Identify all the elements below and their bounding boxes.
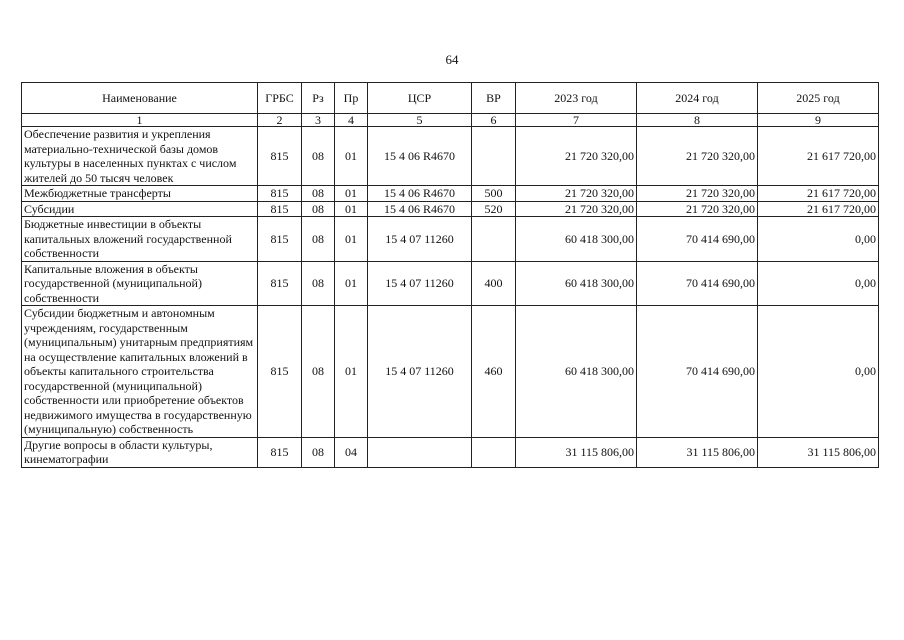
row-vr <box>472 217 516 262</box>
row-vr: 400 <box>472 261 516 306</box>
row-grbs: 815 <box>258 306 302 438</box>
row-vr: 520 <box>472 201 516 217</box>
header-2023: 2023 год <box>516 83 637 114</box>
row-amount-2025: 0,00 <box>758 306 879 438</box>
row-amount-2025: 21 617 720,00 <box>758 127 879 186</box>
row-amount-2024: 21 720 320,00 <box>637 201 758 217</box>
row-amount-2024: 21 720 320,00 <box>637 186 758 202</box>
row-csr <box>368 437 472 467</box>
row-rz: 08 <box>302 127 335 186</box>
row-pr: 01 <box>335 261 368 306</box>
row-amount-2023: 21 720 320,00 <box>516 201 637 217</box>
row-name: Другие вопросы в области культуры, кинематографии <box>22 437 258 467</box>
row-name: Капитальные вложения в объекты государственной (муниципальной) собственности <box>22 261 258 306</box>
row-amount-2023: 60 418 300,00 <box>516 217 637 262</box>
row-name: Обеспечение развития и укрепления материально-технической базы домов культуры в населенных пунктах с числом жителей до 50 тысяч человек <box>22 127 258 186</box>
column-number: 5 <box>368 114 472 127</box>
row-amount-2023: 21 720 320,00 <box>516 127 637 186</box>
row-pr: 01 <box>335 306 368 438</box>
table-row <box>22 437 879 467</box>
table-header-row <box>22 83 879 114</box>
table-row <box>22 186 879 202</box>
column-number: 6 <box>472 114 516 127</box>
row-amount-2024: 70 414 690,00 <box>637 217 758 262</box>
row-rz: 08 <box>302 437 335 467</box>
row-amount-2023: 31 115 806,00 <box>516 437 637 467</box>
table-row <box>22 261 879 306</box>
row-grbs: 815 <box>258 127 302 186</box>
header-2025: 2025 год <box>758 83 879 114</box>
row-pr: 01 <box>335 217 368 262</box>
header-grbs: ГРБС <box>258 83 302 114</box>
budget-table <box>21 82 879 468</box>
column-number: 2 <box>258 114 302 127</box>
row-rz: 08 <box>302 201 335 217</box>
row-csr: 15 4 06 R4670 <box>368 127 472 186</box>
row-amount-2025: 0,00 <box>758 217 879 262</box>
row-amount-2023: 60 418 300,00 <box>516 261 637 306</box>
row-csr: 15 4 06 R4670 <box>368 186 472 202</box>
table-row <box>22 217 879 262</box>
row-name: Субсидии бюджетным и автономным учреждениям, государственным (муниципальным) унитарным предприятиям на осуществление капитальных вложений в объекты капитального строительства государственной (муниципальной) собственности или приобретение объектов недвижимого имущества в государственную (муниципальную) собственность <box>22 306 258 438</box>
column-number: 1 <box>22 114 258 127</box>
row-csr: 15 4 07 11260 <box>368 261 472 306</box>
column-number: 4 <box>335 114 368 127</box>
row-csr: 15 4 07 11260 <box>368 217 472 262</box>
row-amount-2024: 70 414 690,00 <box>637 261 758 306</box>
row-pr: 01 <box>335 186 368 202</box>
row-pr: 01 <box>335 127 368 186</box>
row-amount-2025: 21 617 720,00 <box>758 186 879 202</box>
table-row <box>22 127 879 186</box>
row-rz: 08 <box>302 217 335 262</box>
header-vr: ВР <box>472 83 516 114</box>
header-pr: Пр <box>335 83 368 114</box>
row-amount-2024: 21 720 320,00 <box>637 127 758 186</box>
row-grbs: 815 <box>258 186 302 202</box>
row-amount-2025: 31 115 806,00 <box>758 437 879 467</box>
row-amount-2025: 21 617 720,00 <box>758 201 879 217</box>
column-number: 9 <box>758 114 879 127</box>
column-number: 8 <box>637 114 758 127</box>
table-row <box>22 201 879 217</box>
column-number-row <box>22 114 879 127</box>
row-amount-2023: 60 418 300,00 <box>516 306 637 438</box>
row-name: Межбюджетные трансферты <box>22 186 258 202</box>
row-rz: 08 <box>302 261 335 306</box>
row-amount-2024: 31 115 806,00 <box>637 437 758 467</box>
header-csr: ЦСР <box>368 83 472 114</box>
column-number: 7 <box>516 114 637 127</box>
row-csr: 15 4 06 R4670 <box>368 201 472 217</box>
header-2024: 2024 год <box>637 83 758 114</box>
row-grbs: 815 <box>258 217 302 262</box>
row-vr: 460 <box>472 306 516 438</box>
table-row <box>22 306 879 438</box>
row-rz: 08 <box>302 186 335 202</box>
column-number: 3 <box>302 114 335 127</box>
row-pr: 01 <box>335 201 368 217</box>
row-grbs: 815 <box>258 201 302 217</box>
row-csr: 15 4 07 11260 <box>368 306 472 438</box>
row-grbs: 815 <box>258 261 302 306</box>
row-vr <box>472 437 516 467</box>
row-name: Бюджетные инвестиции в объекты капитальных вложений государственной собственности <box>22 217 258 262</box>
row-pr: 04 <box>335 437 368 467</box>
row-amount-2025: 0,00 <box>758 261 879 306</box>
row-amount-2024: 70 414 690,00 <box>637 306 758 438</box>
row-name: Субсидии <box>22 201 258 217</box>
header-rz: Рз <box>302 83 335 114</box>
page-number: 64 <box>445 52 459 67</box>
row-grbs: 815 <box>258 437 302 467</box>
row-amount-2023: 21 720 320,00 <box>516 186 637 202</box>
row-vr <box>472 127 516 186</box>
row-vr: 500 <box>472 186 516 202</box>
row-rz: 08 <box>302 306 335 438</box>
header-name: Наименование <box>22 83 258 114</box>
